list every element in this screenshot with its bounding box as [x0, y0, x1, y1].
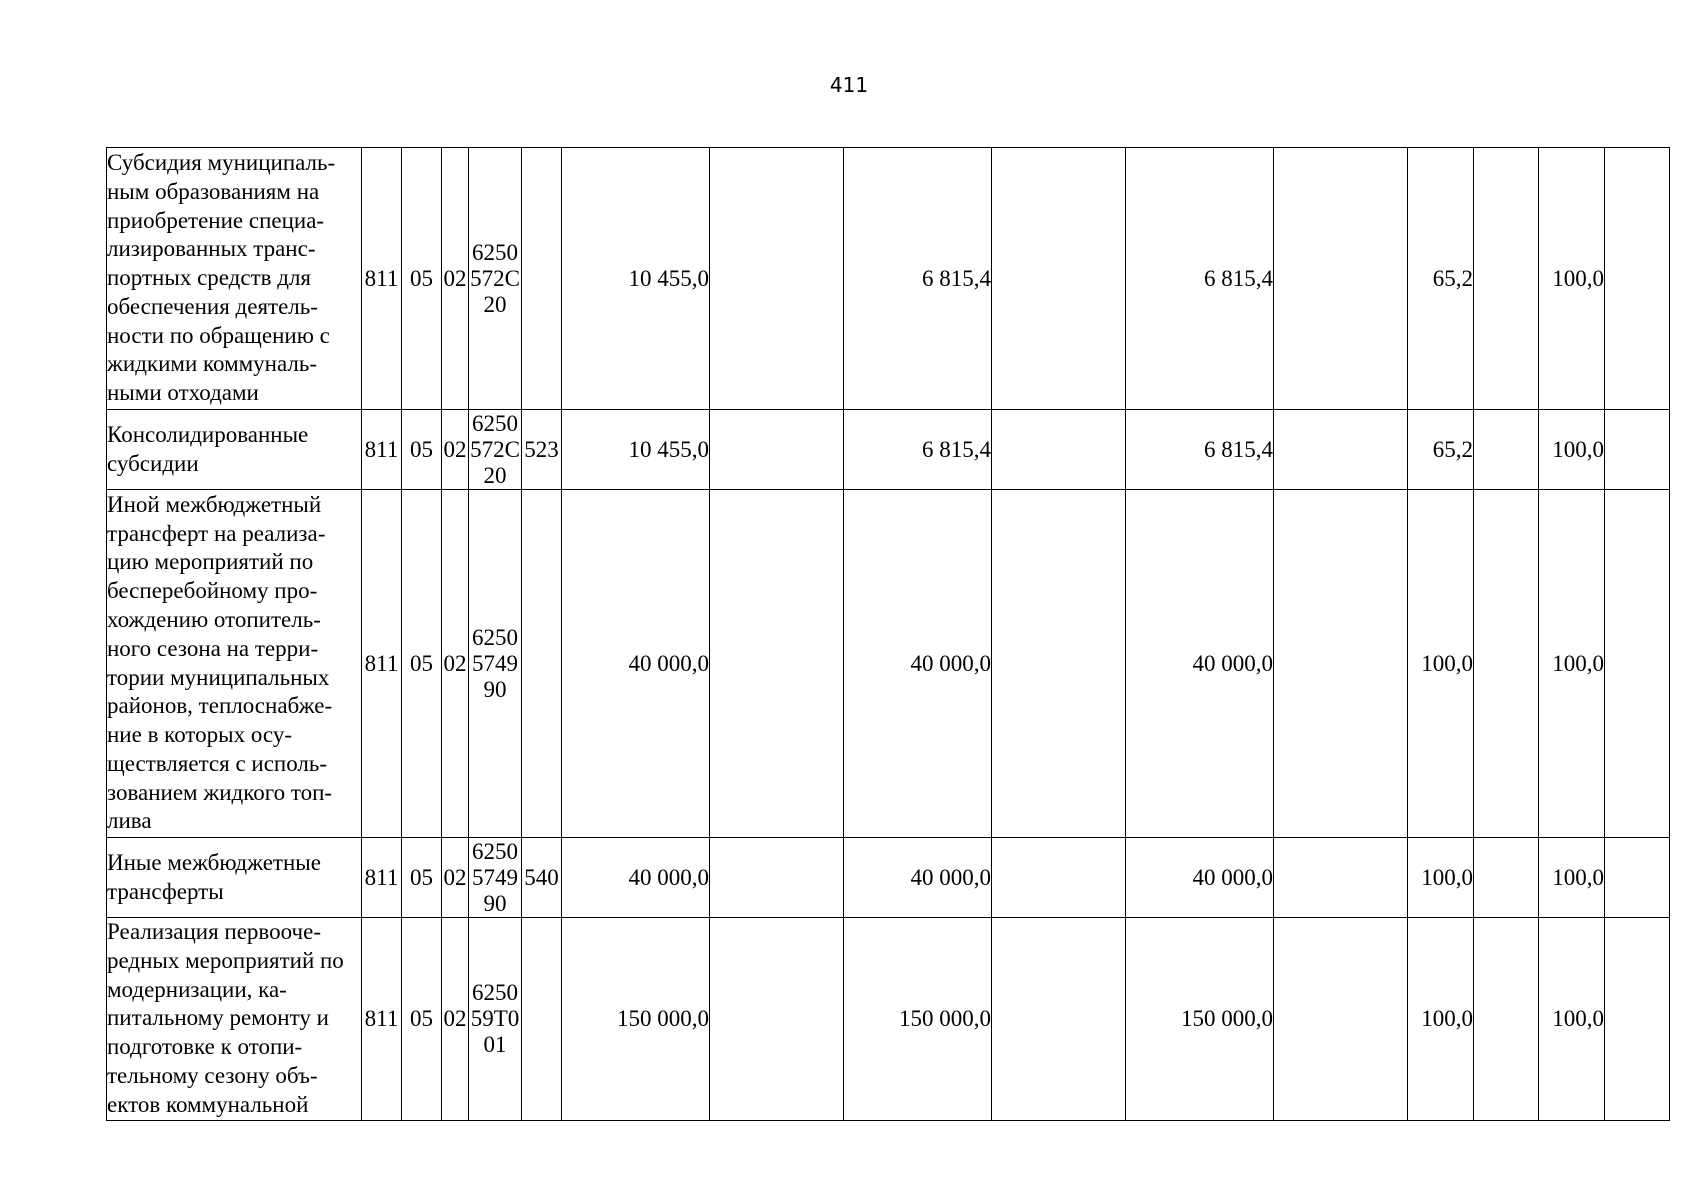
target-code: 6250 59Т0 01 [469, 918, 522, 1121]
empty-cell [710, 148, 844, 410]
percent-of-plan: 100,0 [1408, 490, 1474, 838]
target-code: 6250 572С 20 [470, 410, 520, 488]
empty-cell [710, 918, 844, 1121]
table-row [107, 148, 1670, 410]
empty-cell [992, 838, 1126, 918]
executed-amount: 40 000,0 [1126, 838, 1274, 918]
section-code: 05 [402, 918, 442, 1121]
row-name: Субсидия муниципаль-ным образованиям на приобретение специа-лизированных транс-портных средств для обеспечения деятель-ности по обращению с жидкими коммуналь-ными отходами [107, 148, 362, 410]
empty-cell [992, 490, 1126, 838]
empty-cell [1274, 410, 1408, 490]
empty-cell [1274, 490, 1408, 838]
plan-amount: 10 455,0 [562, 410, 710, 490]
empty-cell [1605, 410, 1670, 490]
expense-type-code [522, 490, 562, 838]
approved-amount: 6 815,4 [844, 148, 992, 410]
section-code: 05 [402, 490, 442, 838]
percent-of-plan: 100,0 [1408, 918, 1474, 1121]
subsection-code: 02 [442, 148, 469, 410]
percent-of-approved: 100,0 [1539, 838, 1605, 918]
subsection-code: 02 [442, 838, 469, 918]
subsection-code: 02 [442, 490, 469, 838]
expense-type-code [522, 148, 562, 410]
empty-cell [992, 918, 1126, 1121]
table-row [107, 410, 1670, 490]
empty-cell [1474, 148, 1539, 410]
executed-amount: 6 815,4 [1126, 410, 1274, 490]
percent-of-approved: 100,0 [1539, 148, 1605, 410]
empty-cell [1605, 838, 1670, 918]
executed-amount: 40 000,0 [1126, 490, 1274, 838]
row-name: Консолидированные субсидии [107, 410, 362, 490]
empty-cell [992, 410, 1126, 490]
subsection-code: 02 [442, 918, 469, 1121]
admin-code: 811 [362, 148, 402, 410]
empty-cell [1474, 490, 1539, 838]
section-code: 05 [402, 838, 442, 918]
percent-of-plan: 65,2 [1408, 148, 1474, 410]
expense-type-code [522, 918, 562, 1121]
row-name: Иные межбюджетные трансферты [107, 838, 362, 918]
expense-type-code: 523 [522, 410, 562, 490]
table-row [107, 838, 1670, 918]
empty-cell [710, 490, 844, 838]
plan-amount: 40 000,0 [562, 490, 710, 838]
approved-amount: 40 000,0 [844, 490, 992, 838]
empty-cell [1605, 918, 1670, 1121]
subsection-code: 02 [442, 410, 469, 490]
percent-of-approved: 100,0 [1539, 410, 1605, 490]
empty-cell [1605, 148, 1670, 410]
budget-table [106, 147, 1670, 1121]
target-code: 6250 5749 90 [469, 490, 522, 838]
empty-cell [1474, 918, 1539, 1121]
empty-cell [1474, 838, 1539, 918]
admin-code: 811 [362, 918, 402, 1121]
percent-of-approved: 100,0 [1539, 490, 1605, 838]
target-code: 6250 5749 90 [469, 838, 522, 918]
plan-amount: 40 000,0 [562, 838, 710, 918]
executed-amount: 150 000,0 [1126, 918, 1274, 1121]
expense-type-code: 540 [522, 838, 562, 918]
row-name: Иной межбюджетный трансферт на реализа-цию мероприятий по бесперебойному про-хождению отопитель-ного сезона на терри-тории муниципальных районов, теплоснабже-ние в которых осу-ществляется с исполь-зованием жидкого топ-лива [107, 490, 362, 838]
admin-code: 811 [362, 838, 402, 918]
empty-cell [992, 148, 1126, 410]
empty-cell [710, 838, 844, 918]
section-code: 05 [402, 410, 442, 490]
section-code: 05 [402, 148, 442, 410]
admin-code: 811 [362, 410, 402, 490]
table-row [107, 918, 1670, 1121]
percent-of-approved: 100,0 [1539, 918, 1605, 1121]
page-number: 411 [829, 73, 869, 97]
empty-cell [1274, 918, 1408, 1121]
percent-of-plan: 100,0 [1408, 838, 1474, 918]
empty-cell [1274, 148, 1408, 410]
plan-amount: 150 000,0 [562, 918, 710, 1121]
plan-amount: 10 455,0 [562, 148, 710, 410]
empty-cell [710, 410, 844, 490]
approved-amount: 6 815,4 [844, 410, 992, 490]
empty-cell [1274, 838, 1408, 918]
executed-amount: 6 815,4 [1126, 148, 1274, 410]
row-name: Реализация первооче-редных мероприятий по модернизации, ка-питальному ремонту и подготовке к отопи-тельному сезону объ-ектов коммунальной [107, 918, 362, 1121]
admin-code: 811 [362, 490, 402, 838]
approved-amount: 150 000,0 [844, 918, 992, 1121]
table-row [107, 490, 1670, 838]
approved-amount: 40 000,0 [844, 838, 992, 918]
target-code: 6250 572С 20 [469, 148, 522, 410]
empty-cell [1605, 490, 1670, 838]
empty-cell [1474, 410, 1539, 490]
percent-of-plan: 65,2 [1408, 410, 1474, 490]
